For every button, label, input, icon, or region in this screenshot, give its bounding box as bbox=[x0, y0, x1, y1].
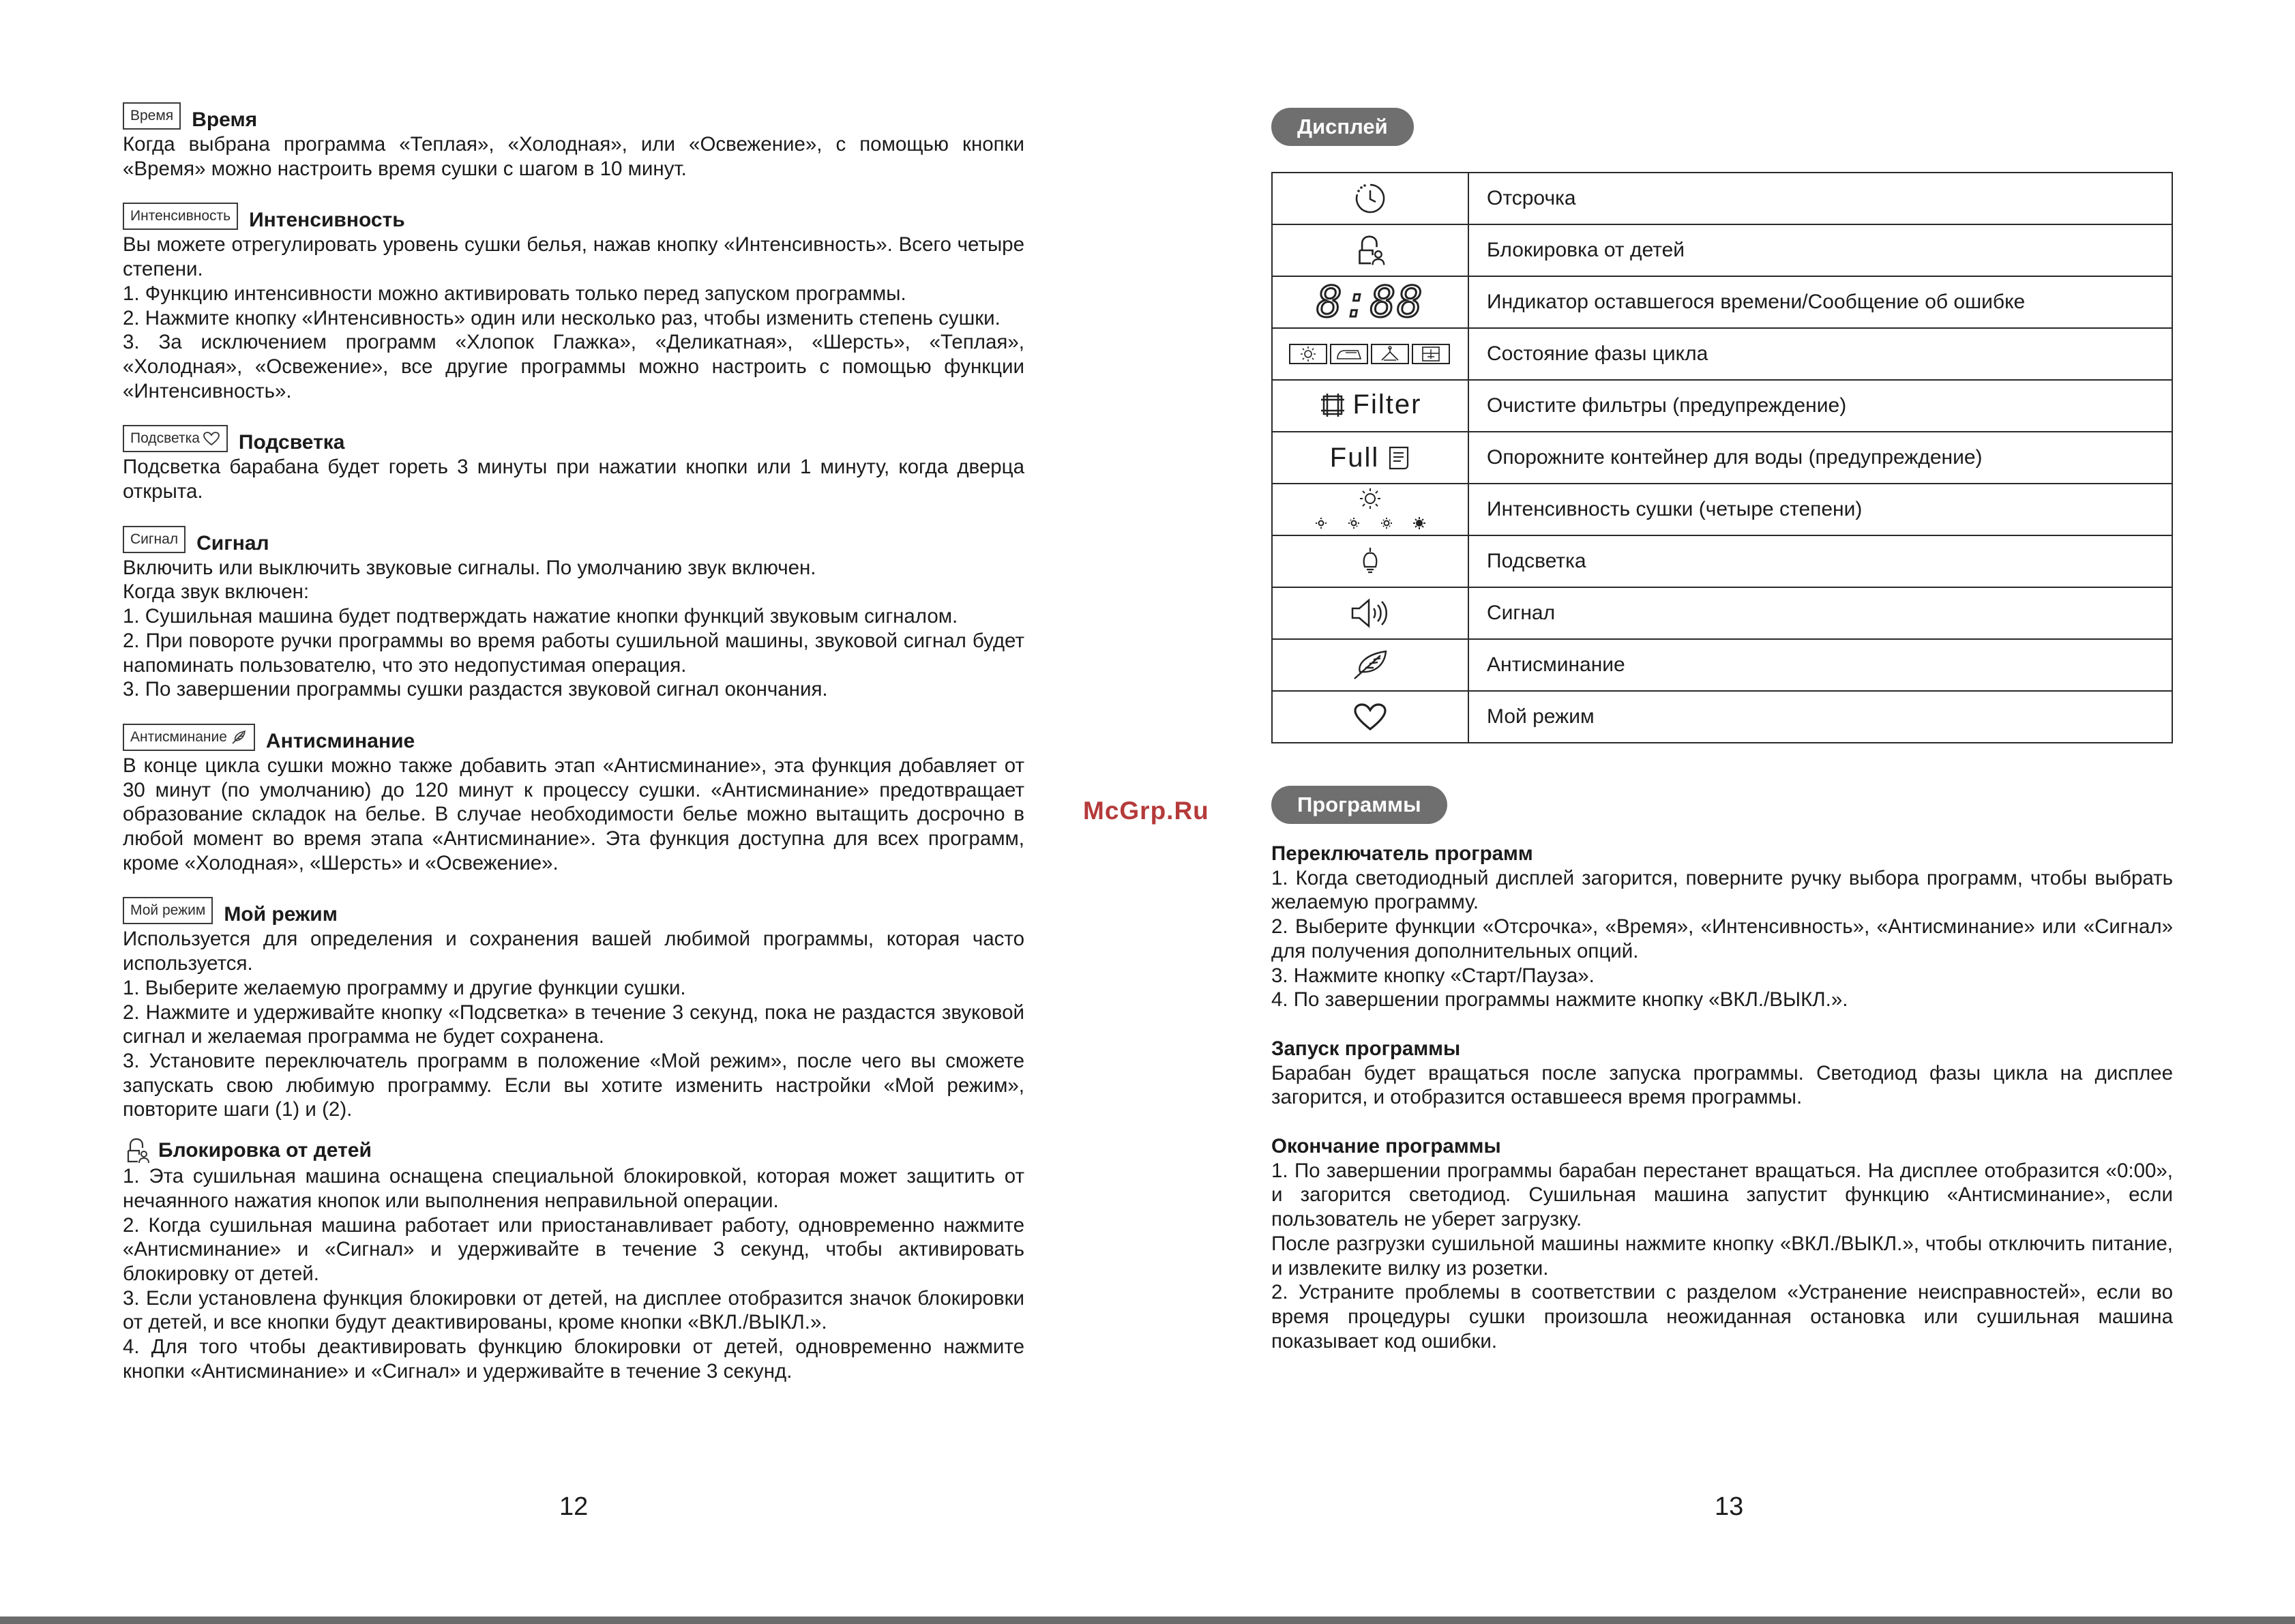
child-lock-icon bbox=[1353, 233, 1387, 268]
paragraph: 2. Когда сушильная машина работает или приостанавливает работу, одновременно нажмите «Антисминание» и «Сигнал» и удерживайте в течение 3 секунд, чтобы активировать блокировку от детей. bbox=[123, 1213, 1024, 1285]
full-indicator bbox=[1330, 443, 1410, 473]
table-row bbox=[1272, 691, 2172, 743]
paragraph: Вы можете отрегулировать уровень сушки белья, нажав кнопку «Интенсивность». Всего четыре степени. bbox=[123, 233, 1024, 281]
paragraph: 2. Нажмите и удерживайте кнопку «Подсветка» в течение 3 секунд, пока не раздастся звуковой сигнал и желаемая программа не будет сохранена. bbox=[123, 1001, 1024, 1048]
row-label: Состояние фазы цикла bbox=[1468, 328, 2172, 380]
row-label: Антисминание bbox=[1468, 639, 2172, 691]
paragraph: 2. Нажмите кнопку «Интенсивность» один или несколько раз, чтобы изменить степень сушки. bbox=[123, 306, 1001, 329]
section-intensity bbox=[123, 196, 1024, 403]
paragraph: 1. Эта сушильная машина оснащена специальной блокировкой, которая может защитить от нечаянного нажатия кнопок или выполнения неправильной операции. bbox=[123, 1165, 1024, 1212]
icon-cell bbox=[1272, 173, 1468, 224]
paragraph: 1. По завершении программы барабан перестанет вращаться. На дисплее отобразится «0:00», и загорится светодиод. Сушильная машина запустит функцию «Антисминание», если пользователь не уберет загрузку. bbox=[1271, 1159, 2173, 1231]
table-row bbox=[1272, 432, 2172, 484]
anticrease-button-label bbox=[123, 724, 255, 751]
paragraph: 1. Выберите желаемую программу и другие функции сушки. bbox=[123, 976, 686, 999]
anticrease-button-text: Антисминание bbox=[130, 728, 227, 745]
section-title: Сигнал bbox=[196, 531, 269, 555]
table-row bbox=[1272, 380, 2172, 432]
my-mode-button-label: Мой режим bbox=[123, 897, 213, 924]
section-title: Запуск программы bbox=[1271, 1037, 1461, 1060]
signal-button-label: Сигнал bbox=[123, 526, 186, 553]
table-row bbox=[1272, 535, 2172, 587]
icon-cell bbox=[1272, 380, 1468, 432]
filter-indicator bbox=[1319, 389, 1422, 420]
left-page bbox=[123, 95, 1024, 1398]
row-label: Подсветка bbox=[1468, 535, 2172, 587]
display-section-title: Дисплей bbox=[1271, 108, 1414, 146]
icon-cell bbox=[1272, 276, 1468, 328]
table-row bbox=[1272, 484, 2172, 535]
icon-cell bbox=[1272, 432, 1468, 484]
row-label: Индикатор оставшегося времени/Сообщение об ошибке bbox=[1468, 276, 2172, 328]
water-container-icon bbox=[1387, 445, 1410, 471]
section-title: Время bbox=[192, 108, 258, 131]
paragraph: 3. Если установлена функция блокировки от детей, на дисплее отобразится значок блокировки от детей, и все кнопки будут деактивированы, кроме кнопки «ВКЛ./ВЫКЛ.». bbox=[123, 1286, 1024, 1334]
section-start bbox=[1271, 1037, 2173, 1110]
icon-cell bbox=[1272, 328, 1468, 380]
paragraph: После разгрузки сушильной машины нажмите кнопку «ВКЛ./ВЫКЛ.», чтобы отключить питание, и извлеките вилку из розетки. bbox=[1271, 1232, 2173, 1280]
bottom-divider bbox=[0, 1616, 2295, 1624]
table-row bbox=[1272, 639, 2172, 691]
lamp-icon bbox=[1357, 545, 1384, 578]
section-end bbox=[1271, 1134, 2173, 1353]
row-label: Блокировка от детей bbox=[1468, 224, 2172, 276]
icon-cell bbox=[1272, 691, 1468, 743]
intensity-button-label: Интенсивность bbox=[123, 203, 238, 230]
row-label: Опорожните контейнер для воды (предупреждение) bbox=[1468, 432, 2172, 484]
section-title: Блокировка от детей bbox=[158, 1139, 372, 1162]
paragraph: 3. Установите переключатель программ в положение «Мой режим», после чего вы сможете запускать свою любимую программу. Если вы хотите изменить настройки «Мой режим», повторите шаги (1) и (2). bbox=[123, 1049, 1024, 1121]
paragraph: Барабан будет вращаться после запуска программы. Светодиод фазы цикла на дисплее загорится, и отобразится оставшееся время программы. bbox=[1271, 1061, 2173, 1109]
paragraph: Включить или выключить звуковые сигналы. По умолчанию звук включен. bbox=[123, 556, 816, 579]
row-label: Очистите фильтры (предупреждение) bbox=[1468, 380, 2172, 432]
paragraph: Когда звук включен: bbox=[123, 580, 310, 604]
watermark: McGrp.Ru bbox=[1083, 797, 1209, 825]
row-label: Мой режим bbox=[1468, 691, 2172, 743]
section-title: Мой режим bbox=[224, 903, 338, 926]
paragraph: 2. Выберите функции «Отсрочка», «Время», «Интенсивность», «Антисминание» или «Сигнал» для получения дополнительных опций. bbox=[1271, 915, 2173, 962]
paragraph: Когда выбрана программа «Теплая», «Холодная», или «Освежение», с помощью кнопки «Время» можно настроить время сушки с шагом в 10 минут. bbox=[123, 133, 1024, 180]
programs-section-title: Программы bbox=[1271, 786, 1447, 824]
time-button-label: Время bbox=[123, 102, 181, 130]
intensity-sun-icon bbox=[1309, 486, 1432, 533]
cycle-phase-icons bbox=[1288, 342, 1452, 366]
row-label: Интенсивность сушки (четыре степени) bbox=[1468, 484, 2172, 535]
feather-icon bbox=[230, 730, 248, 745]
section-title: Окончание программы bbox=[1271, 1135, 1501, 1158]
icon-cell bbox=[1272, 535, 1468, 587]
paragraph: 3. По завершении программы сушки раздастся звуковой сигнал окончания. bbox=[123, 678, 828, 701]
paragraph: 2. При повороте ручки программы во время работы сушильной машины, звуковой сигнал будет напоминать пользователю, что это недопустимая операция. bbox=[123, 629, 1024, 677]
paragraph: 1. Сушильная машина будет подтверждать нажатие кнопки функций звуковым сигналом. bbox=[123, 605, 958, 628]
light-button-label bbox=[123, 425, 228, 452]
icon-cell bbox=[1272, 587, 1468, 639]
paragraph: 2. Устраните проблемы в соответствии с разделом «Устранение неисправностей», если во время процедуры сушки произошла неожиданная остановка или сушильная машина показывает код ошибки. bbox=[1271, 1281, 2173, 1353]
paragraph: В конце цикла сушки можно также добавить этап «Антисминание», эта функция добавляет от 30 минут (по умолчанию) до 120 минут к процессу сушки. «Антисминание» предотвращает образование складок на белье. В случае необходимости белье можно вытащить досрочно в любой момент во время этапа «Антисминание». Эта функция доступна для всех программ, кроме «Холодная», «Шерсть» и «Освежение». bbox=[123, 754, 1024, 874]
section-time bbox=[123, 95, 1024, 181]
section-anticrease bbox=[123, 717, 1024, 876]
paragraph: 1. Функцию интенсивности можно активировать только перед запуском программы. bbox=[123, 282, 906, 305]
paragraph: 3. Нажмите кнопку «Старт/Пауза». bbox=[1271, 964, 1595, 987]
icon-cell bbox=[1272, 639, 1468, 691]
section-title: Интенсивность bbox=[249, 209, 405, 232]
paragraph: 4. Для того чтобы деактивировать функцию блокировки от детей, одновременно нажмите кнопки «Антисминание» и «Сигнал» и удерживайте в течение 3 секунд. bbox=[123, 1335, 1024, 1383]
delay-clock-icon bbox=[1353, 181, 1387, 216]
section-title: Подсветка bbox=[238, 431, 345, 454]
light-button-text: Подсветка bbox=[130, 430, 200, 447]
filter-grid-icon bbox=[1319, 392, 1346, 419]
section-my-mode bbox=[123, 890, 1024, 1122]
icon-cell bbox=[1272, 484, 1468, 535]
page-number-right: 13 bbox=[1715, 1492, 1744, 1521]
paragraph: 4. По завершении программы нажмите кнопку «ВКЛ./ВЫКЛ.». bbox=[1271, 988, 1848, 1012]
section-title: Антисминание bbox=[265, 729, 415, 752]
speaker-icon bbox=[1350, 597, 1391, 630]
icon-cell bbox=[1272, 224, 1468, 276]
feather-icon bbox=[1350, 649, 1390, 681]
paragraph: Подсветка барабана будет гореть 3 минуты при нажатии кнопки или 1 минуту, когда дверца открыта. bbox=[123, 456, 1024, 503]
section-child-lock bbox=[123, 1137, 1024, 1383]
paragraph: Используется для определения и сохранения вашей любимой программы, которая часто используется. bbox=[123, 928, 1024, 975]
section-selector bbox=[1271, 842, 2173, 1012]
filter-label: Filter bbox=[1352, 389, 1422, 420]
page-number-left: 12 bbox=[559, 1492, 589, 1521]
table-row bbox=[1272, 276, 2172, 328]
table-row bbox=[1272, 587, 2172, 639]
table-row bbox=[1272, 173, 2172, 224]
section-signal bbox=[123, 519, 1024, 702]
section-title: Переключатель программ bbox=[1271, 842, 1533, 865]
section-light bbox=[123, 418, 1024, 503]
seven-segment-display-icon: 8:88 bbox=[1316, 277, 1424, 327]
paragraph: 3. За исключением программ «Хлопок Глажка», «Деликатная», «Шерсть», «Теплая», «Холодная», «Освежение», все другие программы можно настроить с помощью функции «Интенсивность». bbox=[123, 331, 1024, 402]
paragraph: 1. Когда светодиодный дисплей загорится, поверните ручку выбора программ, чтобы выбрать желаемую программу. bbox=[1271, 866, 2173, 914]
heart-icon bbox=[1352, 702, 1388, 732]
display-table bbox=[1271, 172, 2173, 743]
row-label: Сигнал bbox=[1468, 587, 2172, 639]
row-label: Отсрочка bbox=[1468, 173, 2172, 224]
table-row bbox=[1272, 224, 2172, 276]
heart-icon bbox=[203, 431, 220, 446]
full-label: Full bbox=[1329, 442, 1380, 473]
table-row bbox=[1272, 328, 2172, 380]
child-lock-icon bbox=[123, 1137, 151, 1164]
programs-header bbox=[1271, 786, 2173, 824]
right-page bbox=[1271, 108, 2173, 1353]
